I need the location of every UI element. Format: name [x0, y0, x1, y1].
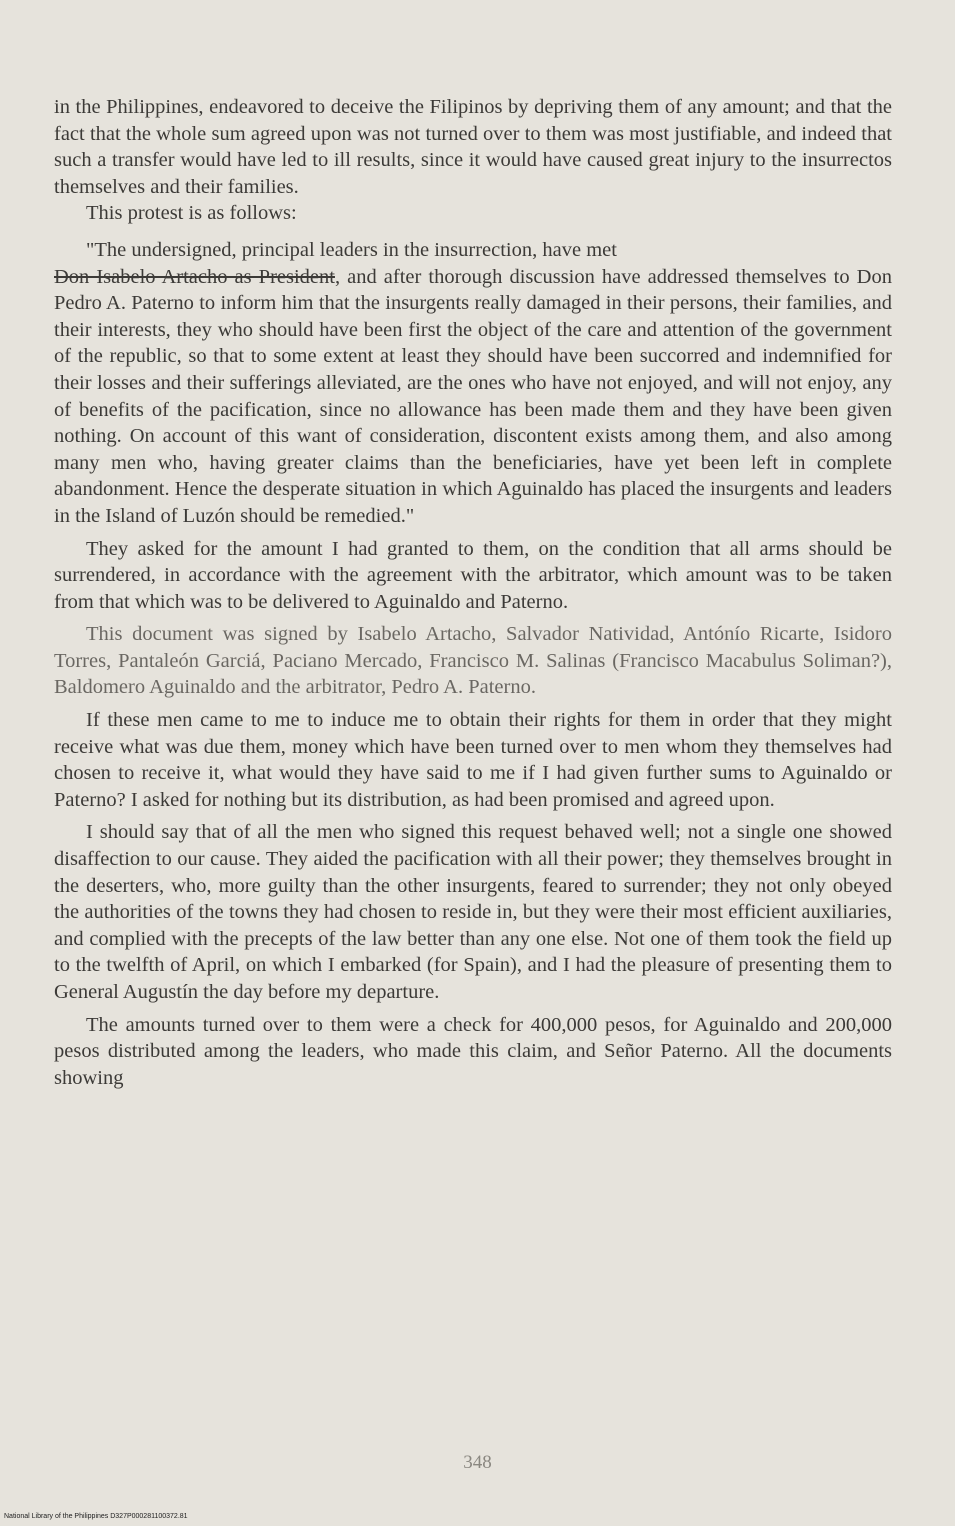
page-number: 348	[463, 1452, 492, 1473]
protest-quote	[54, 237, 892, 530]
archive-footer: National Library of the Philippines D327P000281100372.81	[4, 1513, 188, 1520]
paragraph-7: The amounts turned over to them were a check for 400,000 pesos, for Aguinaldo and 200,000 pesos distributed among the leaders, who made this claim, and Señor Paterno. All the documents showing	[54, 1013, 892, 1089]
paragraph-3: They asked for the amount I had granted to them, on the condition that all arms should be surrendered, in accordance with the agreement with the arbitrator, which amount was to be taken from that which was to be delivered to Aguinaldo and Paterno.	[54, 537, 892, 613]
paragraph-6: I should say that of all the men who signed this request behaved well; not a single one showed disaffection to our cause. They aided the pacification with all their power; they themselves brought in the deserters, who, more guilty than the other insurgents, feared to surrender; they not only obeyed the authorities of the towns they had chosen to reside in, but they were their most efficient auxiliaries, and complied with the precepts of the law better than any one else. Not one of them took the field up to the twelfth of April, on which I embarked (for Spain), and I had the pleasure of presenting them to General Augustín the day before my departure.	[54, 821, 892, 1003]
paragraph-5: If these men came to me to induce me to obtain their rights for them in order that they might receive what was due them, money which have been turned over to men whom they themselves had chosen to receive it, what would they have said to me if I had given further sums to Aguinaldo or Paterno? I asked for nothing but its distribution, as had been promised and agreed upon.	[54, 709, 892, 811]
paragraph-4: This document was signed by Isabelo Artacho, Salvador Natividad, Antónío Ricarte, Isidoro Torres, Pantaleón Garciá, Paciano Mercado, Francisco M. Salinas (Francisco Macabulus Soliman?), Baldomero Aguinaldo and the arbitrator, Pedro A. Paterno.	[54, 623, 892, 699]
quote-opening: "The undersigned, principal leaders in the insurrection, have met	[86, 238, 617, 261]
quote-body: , and after thorough discussion have addressed themselves to Don Pedro A. Paterno to inform him that the insurgents really damaged in their persons, their families, and their interests, they who should have been first the object of the care and attention of the government of the republic, so that to some extent at least they should have been succorred and indemnified for their losses and their sufferings alleviated, are the ones who have not enjoyed, and will not enjoy, any of benefits of the pacification, since no allowance has been made them and they have been given nothing. On account of this want of consideration, discontent exists among them, and also among many men who, having greater claims than the beneficiaries, have yet been left in complete abandonment. Hence the desperate situation in which Aguinaldo has placed the insurgents and leaders in the Island of Luzón should be remedied."	[54, 265, 892, 527]
paragraph-2: This protest is as follows:	[86, 202, 297, 225]
struck-text: Don Isabelo Artacho as President	[54, 265, 335, 288]
paragraph-1: in the Philippines, endeavored to deceive the Filipinos by depriving them of any amount; and that the fact that the whole sum agreed upon was not turned over to them was most justifiable, and indeed that such a transfer would have led to ill results, since it would have caused great injury to the insurrectos themselves and their families.	[54, 96, 892, 198]
page-body	[54, 94, 892, 1091]
